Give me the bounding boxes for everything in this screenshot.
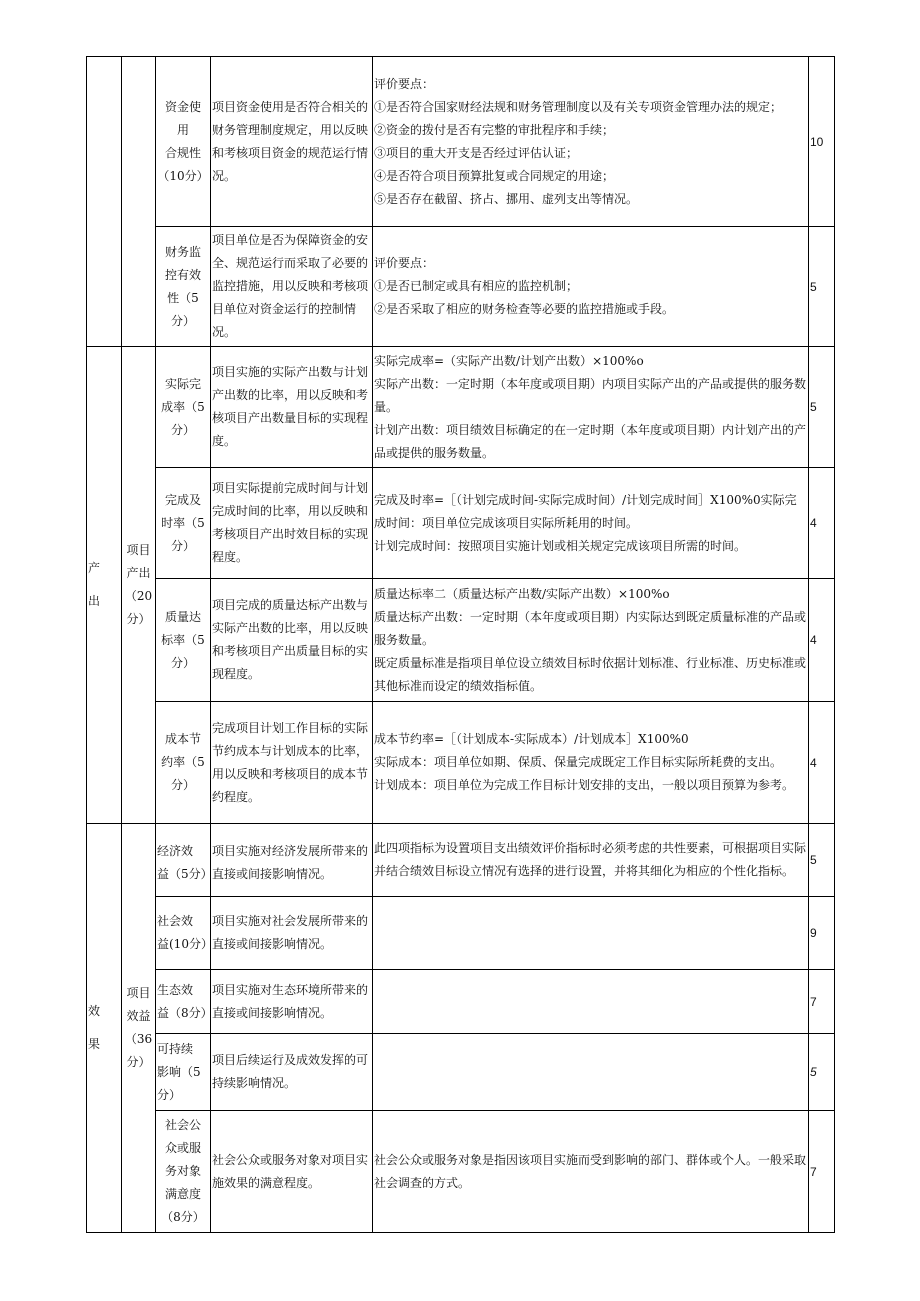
table-row	[87, 468, 835, 579]
criteria-line: 实际产出数：一定时期（本年度或项目期）内项目实际产出的产品或提供的服务数量。	[374, 376, 807, 414]
indicator-label: 实际完 成率（5 分）	[161, 376, 205, 437]
description-cell	[211, 57, 373, 227]
level1-char: 果	[88, 1037, 101, 1051]
description-cell	[211, 970, 373, 1034]
criteria-line: ①是否符合国家财经法规和财务管理制度以及有关专项资金管理办法的规定；	[374, 99, 783, 114]
criteria-line: 此四项指标为设置项目支出绩效评价指标时必须考虑的共性要素，可根据项目实际并结合绩效目标设立情况有选择的进行设置，并将其细化为相应的个性化指标。	[374, 841, 807, 878]
score-cell: 10	[809, 57, 835, 227]
indicator-description: 项目资金使用是否符合相关的财务管理制度规定，用以反映和考核项目资金的规范运行情况。	[212, 99, 369, 183]
description-cell	[211, 897, 373, 970]
score-cell: 9	[809, 897, 835, 970]
indicator-cell	[156, 347, 211, 468]
criteria-line: 实际完成率=（实际产出数/计划产出数）×100%o	[374, 353, 644, 368]
criteria-line: 计划产出数：项目绩效目标确定的在一定时期（本年度或项目期）内计划产出的产品或提供的服务数量。	[374, 422, 807, 460]
indicator-cell	[156, 702, 211, 824]
indicator-cell	[156, 1034, 211, 1111]
score-cell: 5	[809, 227, 835, 347]
table-row	[87, 897, 835, 970]
level2-cell	[122, 824, 156, 1233]
table-row	[87, 579, 835, 702]
indicator-cell	[156, 897, 211, 970]
criteria-cell	[373, 1111, 809, 1233]
criteria-line: 质量达标率二（质量达标产出数/实际产出数）×100%o	[374, 586, 670, 601]
criteria-line: 实际成本：项目单位如期、保质、保量完成既定工作目标实际所耗费的支出。	[374, 755, 783, 769]
indicator-label: 质量达 标率（5 分）	[161, 609, 205, 670]
criteria-line: 质量达标产出数：一定时期（本年度或项目期）内实际达到既定质量标准的产品或服务数量。	[374, 609, 807, 647]
level1-cell	[87, 824, 122, 1233]
level2-label: 项目 效益 （36 分）	[124, 986, 153, 1069]
score-cell: 4	[809, 468, 835, 579]
table-row	[87, 824, 835, 897]
criteria-cell	[373, 702, 809, 824]
level1-char: 效	[88, 1004, 101, 1018]
level1-blank-cell	[87, 57, 122, 347]
indicator-label: 经济效 益（5分）	[157, 844, 213, 881]
table-row	[87, 970, 835, 1034]
table-row	[87, 1111, 835, 1233]
score-cell: 4	[809, 702, 835, 824]
description-cell	[211, 468, 373, 579]
indicator-description: 项目实施对经济发展所带来的直接或间接影响情况。	[212, 844, 369, 881]
indicator-cell	[156, 824, 211, 897]
indicator-label: 社会公 众或服 务对象 满意度 （8分）	[161, 1118, 205, 1224]
indicator-description: 项目实施的实际产出数与计划产出数的比率，用以反映和考核项目产出数量目标的实现程度。	[212, 365, 369, 448]
criteria-line: 评价要点：	[374, 76, 435, 91]
score-cell: 5	[809, 1034, 835, 1111]
indicator-cell	[156, 468, 211, 579]
criteria-line: ①是否已制定或具有相应的监控机制；	[374, 279, 579, 293]
description-cell	[211, 347, 373, 468]
description-cell	[211, 702, 373, 824]
level2-blank-cell	[122, 57, 156, 347]
score-cell: 4	[809, 579, 835, 702]
table-row	[87, 57, 835, 227]
indicator-label: 资金使 用 合规性 （10分）	[157, 99, 209, 183]
criteria-line: 社会公众或服务对象是指因该项目实施而受到影响的部门、群体或个人。一般采取社会调查的方式。	[374, 1152, 807, 1190]
description-cell	[211, 1111, 373, 1233]
table-row	[87, 702, 835, 824]
indicator-label: 可持续 影响（5 分）	[157, 1041, 201, 1102]
indicator-label: 财务监 控有效 性（5 分）	[164, 244, 201, 328]
indicator-description: 完成项目计划工作目标的实际节约成本与计划成本的比率，用以反映和考核项目的成本节约程度。	[212, 720, 369, 804]
criteria-line: ②资金的拨付是否有完整的审批程序和手续；	[374, 122, 615, 137]
score-cell: 7	[809, 1111, 835, 1233]
indicator-description: 项目实际提前完成时间与计划完成时间的比率，用以反映和考核项目产出时效目标的实现程度。	[212, 481, 369, 564]
criteria-line: ④是否符合项目预算批复或合同规定的用途；	[374, 168, 615, 183]
criteria-cell	[373, 57, 809, 227]
description-cell	[211, 579, 373, 702]
level1-char: 产	[88, 561, 101, 575]
indicator-label: 生态效 益（8分）	[157, 982, 213, 1020]
score-cell: 5	[809, 347, 835, 468]
indicator-cell	[156, 57, 211, 227]
criteria-line: 计划完成时间：按照项目实施计划或相关规定完成该项目所需的时间。	[374, 538, 747, 553]
criteria-cell	[373, 468, 809, 579]
criteria-line: ②是否采取了相应的财务检查等必要的监控措施或手段。	[374, 302, 675, 316]
indicator-description: 项目完成的质量达标产出数与实际产出数的比率，用以反映和考核项目产出质量目标的实现程度。	[212, 598, 369, 681]
indicator-cell	[156, 227, 211, 347]
criteria-cell	[373, 347, 809, 468]
level1-cell	[87, 347, 122, 824]
criteria-line: 评价要点：	[374, 256, 435, 270]
level1-char: 出	[88, 594, 101, 608]
description-cell	[211, 1034, 373, 1111]
criteria-line: ③项目的重大开支是否经过评估认证；	[374, 145, 579, 160]
evaluation-indicator-table	[86, 56, 835, 1233]
description-cell	[211, 227, 373, 347]
table-row	[87, 227, 835, 347]
score-cell: 7	[809, 970, 835, 1034]
criteria-line: 计划成本：项目单位为完成工作目标计划安排的支出，一般以项目预算为参考。	[374, 778, 795, 792]
indicator-cell	[156, 579, 211, 702]
indicator-cell	[156, 1111, 211, 1233]
indicator-description: 社会公众或服务对象对项目实施效果的满意程度。	[212, 1152, 369, 1190]
table-row	[87, 1034, 835, 1111]
criteria-cell	[373, 227, 809, 347]
criteria-cell	[373, 1034, 809, 1111]
criteria-line: 成本节约率=［（计划成本-实际成本）/计划成本］X100%0	[374, 732, 689, 746]
indicator-description: 项目实施对社会发展所带来的直接或间接影响情况。	[212, 914, 369, 951]
table-row	[87, 347, 835, 468]
level2-label: 项目 产出 （20 分）	[124, 543, 153, 626]
indicator-description: 项目单位是否为保障资金的安全、规范运行而采取了必要的监控措施，用以反映和考核项目单位对资金运行的控制情况。	[212, 233, 369, 339]
score-cell: 5	[809, 824, 835, 897]
indicator-label: 完成及 时率（5 分）	[161, 492, 205, 553]
indicator-description: 项目实施对生态环境所带来的直接或间接影响情况。	[212, 982, 369, 1020]
level2-cell	[122, 347, 156, 824]
criteria-line: 既定质量标准是指项目单位设立绩效目标时依据计划标准、行业标准、历史标准或其他标准而设定的绩效指标值。	[374, 655, 807, 693]
criteria-cell	[373, 897, 809, 970]
indicator-label: 成本节 约率（5 分）	[161, 732, 205, 792]
description-cell	[211, 824, 373, 897]
criteria-cell	[373, 970, 809, 1034]
indicator-cell	[156, 970, 211, 1034]
criteria-cell	[373, 579, 809, 702]
criteria-line: 完成及时率=［（计划完成时间-实际完成时间）/计划完成时间］X100%0实际完成时间：项目单位完成该项目实际所耗用的时间。	[374, 492, 797, 530]
criteria-line: ⑤是否存在截留、挤占、挪用、虚列支出等情况。	[374, 191, 639, 206]
indicator-description: 项目后续运行及成效发挥的可持续影响情况。	[212, 1053, 369, 1090]
indicator-label: 社会效 益(10分）	[157, 914, 213, 951]
criteria-cell	[373, 824, 809, 897]
